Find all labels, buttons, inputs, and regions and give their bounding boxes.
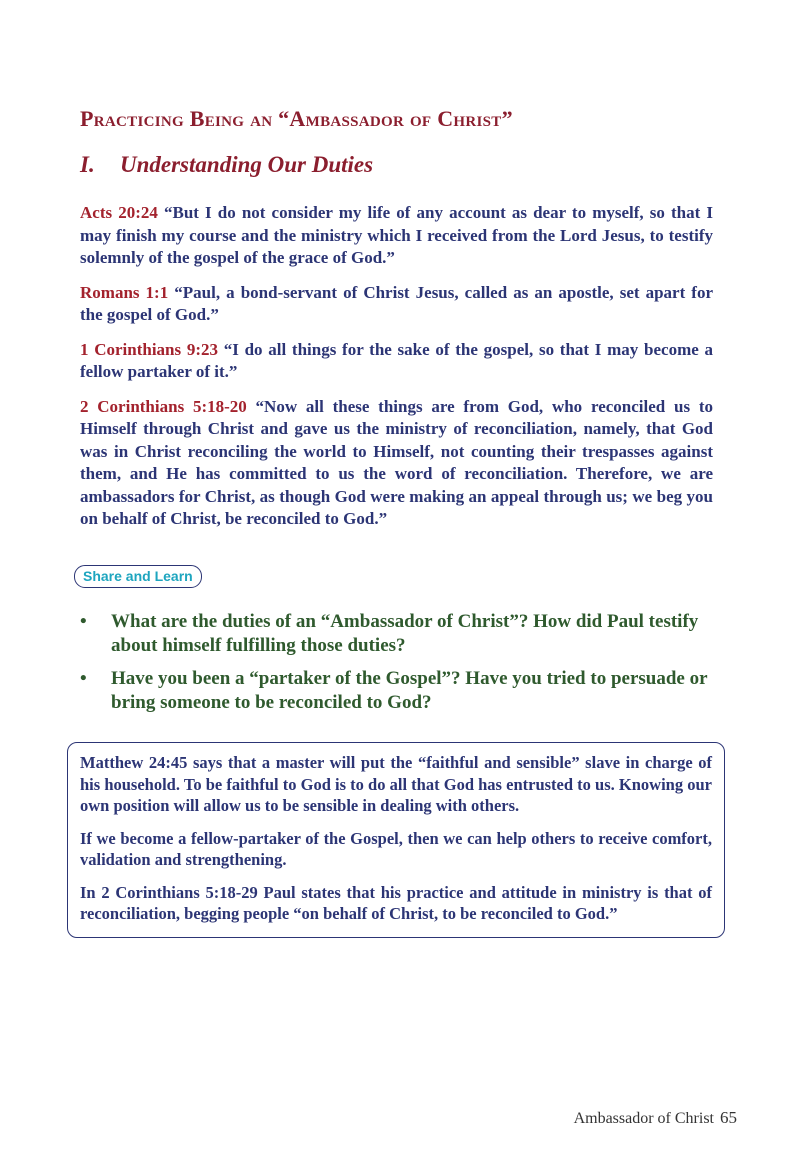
bullet-icon: • bbox=[80, 668, 87, 689]
section-title: Practicing Being an “Ambassador of Christ” bbox=[80, 106, 513, 131]
verse-text: “Paul, a bond-servant of Christ Jesus, called as an apostle, set apart for the gospel of God.” bbox=[80, 282, 713, 324]
verse-reference: 2 Corinthians 5:18-20 bbox=[80, 396, 247, 416]
verse-2-corinthians-5-18-20 bbox=[80, 396, 713, 531]
share-and-learn-label: Share and Learn bbox=[74, 565, 202, 588]
verse-1-corinthians-9-23 bbox=[80, 339, 713, 384]
commentary-paragraph: Matthew 24:45 says that a master will put the “faithful and sensible” slave in charge of his household. To be faithful to God is to do all that God has entrusted to us. Knowing our own position will allow us to be sensible in dealing with others. bbox=[80, 753, 712, 815]
commentary-paragraph: In 2 Corinthians 5:18-29 Paul states that his practice and attitude in ministry is that of reconciliation, begging people “on behalf of Christ, to be reconciled to God.” bbox=[80, 882, 712, 923]
list-item bbox=[80, 610, 720, 657]
verse-text: “But I do not consider my life of any account as dear to myself, so that I may finish my course and the ministry which I received from the Lord Jesus, to testify solemnly of the gospel of the grace of God.” bbox=[80, 203, 713, 267]
verse-romans-1-1 bbox=[80, 282, 713, 327]
page-footer bbox=[574, 1108, 737, 1128]
verse-reference: Romans 1:1 bbox=[80, 282, 169, 302]
verse-reference: 1 Corinthians 9:23 bbox=[80, 339, 219, 359]
running-title: Ambassador of Christ bbox=[573, 1110, 714, 1127]
discussion-questions bbox=[80, 610, 720, 724]
subsection-title: Understanding Our Duties bbox=[120, 152, 374, 177]
question-text: What are the duties of an “Ambassador of Christ”? How did Paul testify about himself fulfilling those duties? bbox=[111, 611, 699, 656]
subsection-number: I. bbox=[80, 152, 95, 177]
verse-reference: Acts 20:24 bbox=[80, 203, 158, 222]
page-number: 65 bbox=[720, 1108, 737, 1127]
question-text: Have you been a “partaker of the Gospel”? Have you tried to persuade or bring someone to be reconciled to God? bbox=[111, 668, 708, 713]
verse-text: “Now all these things are from God, who reconciled us to Himself through Christ and gave us the ministry of reconciliation, namely, that God was in Christ reconciling the world to Himself, not counting their trespasses against them, and He has committed to us the word of reconciliation. Therefore, we are ambassadors for Christ, as though God were making an appeal through us; we beg you on behalf of Christ, be reconciled to God.” bbox=[80, 396, 713, 528]
commentary-box bbox=[67, 742, 725, 938]
list-item bbox=[80, 667, 720, 714]
commentary-paragraph: If we become a fellow-partaker of the Gospel, then we can help others to receive comfort, validation and strengthening. bbox=[80, 828, 712, 869]
bullet-icon: • bbox=[80, 611, 87, 632]
subsection-heading bbox=[80, 152, 720, 178]
verse-text: “I do all things for the sake of the gospel, so that I may become a fellow partaker of it.” bbox=[80, 339, 713, 381]
verse-acts-20-24 bbox=[80, 202, 713, 270]
scripture-passages bbox=[80, 202, 713, 543]
